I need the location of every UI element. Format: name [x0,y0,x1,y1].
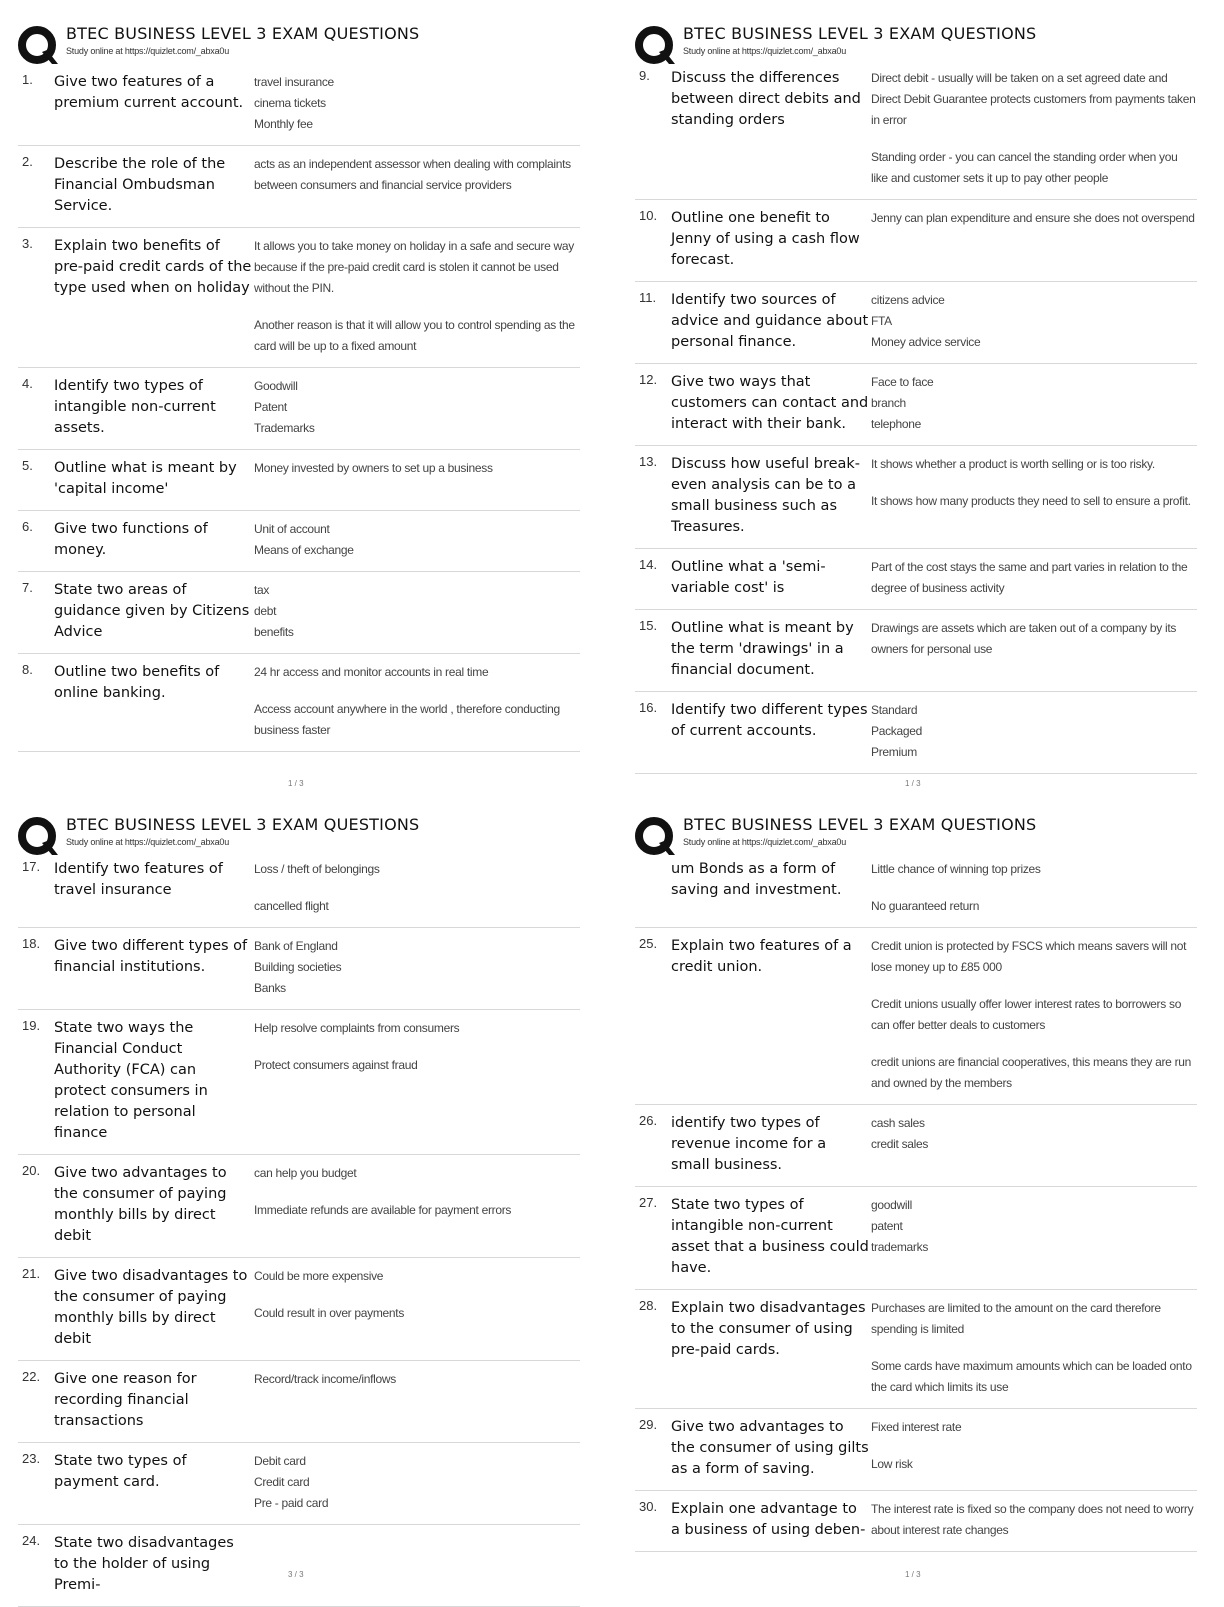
answer [869,557,1197,599]
answer-paragraph: Record/track income/inflows [254,1372,396,1386]
answer [252,376,580,439]
question-row [18,450,580,511]
answer-paragraph: Debit card Credit card Pre - paid card [254,1454,329,1510]
question-number: 19. [22,1018,41,1033]
answer-paragraph: It shows how many products they need to sell to ensure a profit. [871,494,1191,508]
answer [252,154,580,217]
question-number: 22. [22,1369,41,1384]
question-number: 17. [22,859,41,874]
page-3 [18,811,588,1593]
question-text: Describe the role of the Financial Ombudsman Service. [54,156,226,214]
answer [869,1499,1197,1541]
question-row [635,549,1197,610]
answer-paragraph: Drawings are assets which are taken out of a company by its owners for personal use [871,621,1177,656]
answer-paragraph: citizens advice FTA Money advice service [871,293,981,349]
question-row [18,64,580,146]
answer-paragraph: Help resolve complaints from consumers [254,1021,460,1035]
question-number: 13. [639,454,658,469]
question-text: Give two advantages to the consumer of paying monthly bills by direct debit [54,1165,227,1244]
question-row [635,928,1197,1105]
question-text: Outline one benefit to Jenny of using a cash flow forecast. [671,210,860,268]
question-number: 7. [22,580,33,595]
question-row [635,1290,1197,1409]
answer-paragraph: Another reason is that it will allow you to control spending as the card will be up to a fixed amount [254,318,575,353]
question-row [635,1105,1197,1187]
answer-paragraph: Immediate refunds are available for payment errors [254,1203,512,1217]
answer-paragraph: travel insurance cinema tickets Monthly fee [254,75,334,131]
answer-paragraph: Some cards have maximum amounts which can be loaded onto the card which limits its use [871,1359,1192,1394]
answer [869,936,1197,1094]
question-text: Identify two features of travel insurance [54,861,223,898]
answer [252,1163,580,1247]
question-text: State two areas of guidance given by Citizens Advice [54,582,250,640]
answer [252,236,580,357]
answer [869,208,1197,271]
question-number: 30. [639,1499,658,1514]
question-text: Identify two different types of current accounts. [671,702,868,739]
question-row [18,368,580,450]
question-text: State two ways the Financial Conduct Authority (FCA) can protect consumers in relation to personal finance [54,1020,208,1141]
answer-paragraph: tax debt benefits [254,583,294,639]
page-subtitle: Study online at https://quizlet.com/_abxa0u [683,837,847,847]
question-number: 11. [639,290,657,305]
question-row [635,692,1197,774]
question-number: 21. [22,1266,41,1281]
answer-paragraph: Loss / theft of belongings [254,862,380,876]
question-text: Explain two disadvantages to the consumer of using pre-paid cards. [671,1300,866,1358]
question-number: 9. [639,68,650,83]
question-number: 23. [22,1451,41,1466]
answer-paragraph: Money invested by owners to set up a business [254,461,493,475]
answer-paragraph: Fixed interest rate [871,1420,962,1434]
answer-paragraph: can help you budget [254,1166,357,1180]
question-text: Discuss how useful break-even analysis can be to a small business such as Treasures. [671,456,861,535]
answer-paragraph: Goodwill Patent Trademarks [254,379,315,435]
question-number: 6. [22,519,33,534]
answer-paragraph: 24 hr access and monitor accounts in real time [254,665,489,679]
question-row [635,1187,1197,1290]
question-text: State two types of intangible non-current asset that a business could have. [671,1197,869,1276]
question-text: Discuss the differences between direct debits and standing orders [671,70,861,128]
page-title: BTEC BUSINESS LEVEL 3 EXAM QUESTIONS [66,815,420,834]
question-text: Identify two sources of advice and guidance about personal finance. [671,292,869,350]
question-text: Give two advantages to the consumer of using gilts as a form of saving. [671,1419,869,1477]
question-row [18,146,580,228]
answer-paragraph: Direct debit - usually will be taken on a set agreed date and Direct Debit Guarantee protects customers from payments taken in error [871,71,1196,127]
answer-paragraph: Bank of England Building societies Banks [254,939,342,995]
answer-paragraph: Purchases are limited to the amount on the card therefore spending is limited [871,1301,1161,1336]
question-number: 20. [22,1163,41,1178]
answer-paragraph: cancelled flight [254,899,329,913]
page-1 [18,20,588,790]
question-text: Outline what is meant by the term 'drawings' in a financial document. [671,620,854,678]
question-text: um Bonds as a form of saving and investment. [671,861,842,898]
answer-paragraph: acts as an independent assessor when dealing with complaints between consumers and financial service providers [254,157,571,192]
question-list [635,60,1197,774]
question-number: 2. [22,154,33,169]
question-number: 1. [22,72,33,87]
question-number: 14. [639,557,658,572]
question-row [635,446,1197,549]
question-list [635,851,1197,1552]
question-number: 25. [639,936,658,951]
question-number: 16. [639,700,658,715]
question-row [635,851,1197,928]
answer [252,458,580,500]
answer [869,454,1197,538]
question-row [18,1010,580,1155]
page-2 [635,20,1205,790]
question-list [18,851,580,1607]
answer-paragraph: It allows you to take money on holiday in a safe and secure way because if the pre-paid credit card is stolen it cannot be used without the PIN. [254,239,574,295]
question-row [18,228,580,368]
question-number: 8. [22,662,33,677]
answer [869,68,1197,189]
question-text: Give one reason for recording financial transactions [54,1371,197,1429]
answer [869,1417,1197,1480]
question-text: Explain one advantage to a business of using deben- [671,1501,866,1538]
answer [252,662,580,741]
question-row [18,1361,580,1443]
question-text: identify two types of revenue income for a small business. [671,1115,827,1173]
answer-paragraph: Jenny can plan expenditure and ensure she does not overspend [871,211,1195,225]
question-list [18,64,580,752]
answer [252,1533,580,1596]
answer-paragraph: The interest rate is fixed so the company does not need to worry about interest rate changes [871,1502,1194,1537]
question-row [635,1491,1197,1552]
answer-paragraph: It shows whether a product is worth selling or is too risky. [871,457,1155,471]
question-row [18,654,580,752]
question-row [18,851,580,928]
question-text: Explain two features of a credit union. [671,938,852,975]
question-row [635,1409,1197,1491]
page-4 [635,811,1205,1581]
question-row [18,572,580,654]
question-text: Give two disadvantages to the consumer of paying monthly bills by direct debit [54,1268,248,1347]
question-text: State two types of payment card. [54,1453,187,1490]
page-subtitle: Study online at https://quizlet.com/_abxa0u [66,46,230,56]
question-number: 15. [639,618,658,633]
question-row [18,1258,580,1361]
answer-paragraph: Low risk [871,1457,913,1471]
page-number: 3 / 3 [288,1570,304,1579]
question-row [18,1525,580,1607]
question-text: Identify two types of intangible non-current assets. [54,378,216,436]
question-text: Give two features of a premium current account. [54,74,244,111]
answer [252,1369,580,1432]
answer-paragraph: Standard Packaged Premium [871,703,922,759]
question-row [635,60,1197,200]
answer-paragraph: Little chance of winning top prizes [871,862,1041,876]
answer-paragraph: Part of the cost stays the same and part varies in relation to the degree of business activity [871,560,1188,595]
question-text: Outline two benefits of online banking. [54,664,220,701]
question-number: 28. [639,1298,658,1313]
question-text: Outline what is meant by 'capital income' [54,460,237,497]
question-number: 29. [639,1417,658,1432]
answer-paragraph: cash sales credit sales [871,1116,929,1151]
question-row [18,928,580,1010]
question-text: State two disadvantages to the holder of using Premi- [54,1535,234,1593]
question-text: Give two ways that customers can contact and interact with their bank. [671,374,869,432]
page-subtitle: Study online at https://quizlet.com/_abxa0u [66,837,230,847]
answer-paragraph: goodwill patent trademarks [871,1198,929,1254]
answer [869,700,1197,763]
page-subtitle: Study online at https://quizlet.com/_abxa0u [683,46,847,56]
answer-paragraph: Credit unions usually offer lower interest rates to borrowers so can offer better deals to customers [871,997,1182,1032]
answer-paragraph: Standing order - you can cancel the standing order when you like and customer sets it up to pay other people [871,150,1178,185]
answer-paragraph: Access account anywhere in the world , therefore conducting business faster [254,702,560,737]
question-row [18,511,580,572]
answer-paragraph: Unit of account Means of exchange [254,522,354,557]
question-number: 12. [639,372,658,387]
answer [252,859,580,917]
answer-paragraph: Could result in over payments [254,1306,405,1320]
answer [252,580,580,643]
answer [869,618,1197,681]
question-row [635,364,1197,446]
answer [252,1451,580,1514]
answer [252,936,580,999]
answer [252,1018,580,1144]
answer [252,519,580,561]
question-number: 5. [22,458,33,473]
answer-paragraph: Face to face branch telephone [871,375,934,431]
answer [869,290,1197,353]
page-title: BTEC BUSINESS LEVEL 3 EXAM QUESTIONS [683,24,1037,43]
page-header [18,20,588,68]
question-row [18,1155,580,1258]
page-number: 1 / 3 [288,779,304,788]
question-number: 10. [639,208,658,223]
question-number: 24. [22,1533,41,1548]
question-number: 4. [22,376,33,391]
question-row [18,1443,580,1525]
answer [869,859,1197,917]
question-text: Give two different types of financial institutions. [54,938,248,975]
answer-paragraph: Credit union is protected by FSCS which means savers will not lose money up to £85 000 [871,939,1187,974]
answer [252,1266,580,1350]
question-number: 3. [22,236,33,251]
question-row [635,200,1197,282]
question-text: Give two functions of money. [54,521,208,558]
page-title: BTEC BUSINESS LEVEL 3 EXAM QUESTIONS [66,24,420,43]
question-row [635,282,1197,364]
page-number: 1 / 3 [905,1570,921,1579]
answer-paragraph: No guaranteed return [871,899,980,913]
answer [869,1113,1197,1176]
quizlet-logo-icon [18,26,58,66]
answer [869,1298,1197,1398]
question-number: 26. [639,1113,658,1128]
answer [252,72,580,135]
answer-paragraph: credit unions are financial cooperatives, this means they are run and owned by the members [871,1055,1192,1090]
answer-paragraph: Could be more expensive [254,1269,384,1283]
answer-paragraph: Protect consumers against fraud [254,1058,418,1072]
answer [869,1195,1197,1279]
page-number: 1 / 3 [905,779,921,788]
question-number: 27. [639,1195,658,1210]
question-text: Outline what a 'semi-variable cost' is [671,559,826,596]
question-number: 18. [22,936,41,951]
question-number [635,859,671,917]
question-row [635,610,1197,692]
page-title: BTEC BUSINESS LEVEL 3 EXAM QUESTIONS [683,815,1037,834]
question-text: Explain two benefits of pre-paid credit cards of the type used when on holiday [54,238,252,296]
answer [869,372,1197,435]
